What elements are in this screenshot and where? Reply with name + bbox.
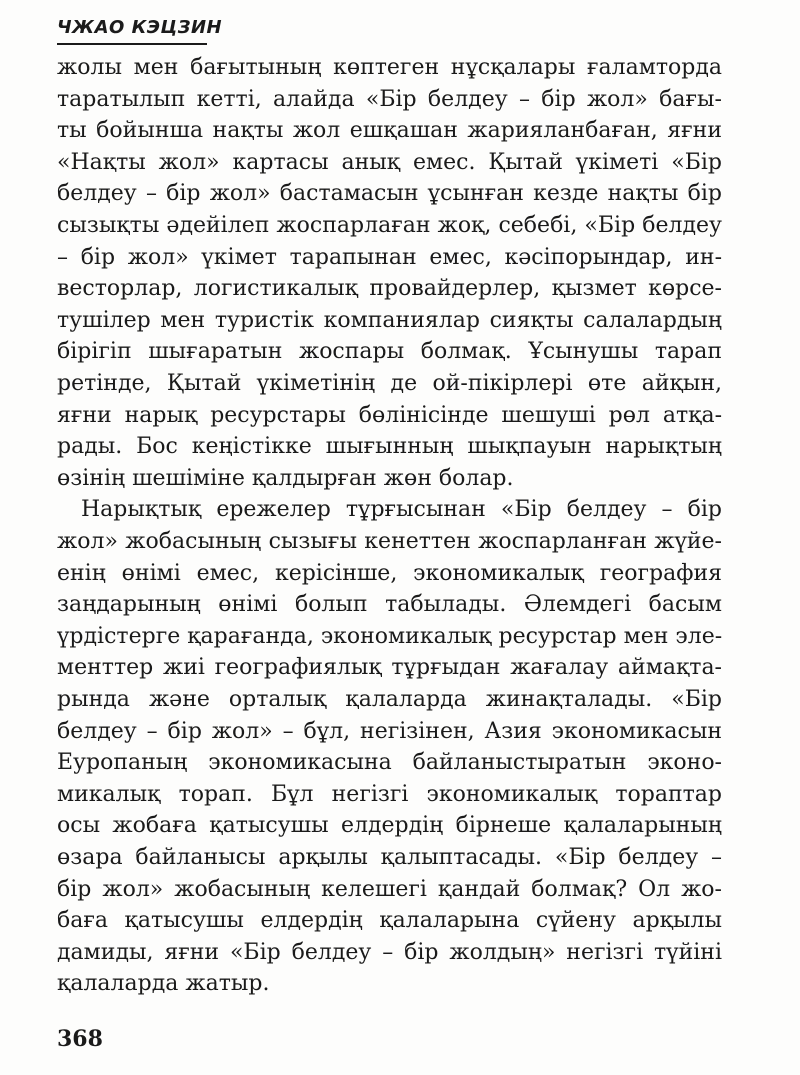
text-line: рында және орталық қалаларда жинақталады. «Бір	[57, 687, 722, 712]
text-line: өзара байланысы арқылы қалыптасады. «Бір белдеу –	[57, 845, 722, 870]
text-line: жолы мен бағытының көптеген нұсқалары ғаламторда	[57, 55, 722, 80]
text-line: белдеу – бір жол» – бұл, негізінен, Азия экономикасын	[57, 718, 722, 744]
text-line: Еуропаның экономикасына байланыстыратын эконо-	[57, 750, 722, 776]
text-line: дамиды, яғни «Бір белдеу – бір жолдың» негізгі түйіні	[57, 939, 722, 965]
text-line: өзінің шешіміне қалдырған жөн болар.	[57, 465, 514, 491]
text-line: рады. Бос кеңістікке шығынның шықпауын нарықтың	[57, 434, 722, 460]
text-line: қалаларда жатыр.	[57, 971, 270, 997]
text-line: осы жобаға қатысушы елдердің бірнеше қалаларының	[57, 813, 722, 839]
text-line: микалық торап. Бұл негізгі экономикалық тораптар	[57, 781, 722, 807]
text-line: сызықты әдейілеп жоспарлаған жоқ, себебі, «Бір белдеу	[57, 213, 722, 238]
text-line: жол» жобасының сызығы кенеттен жоспарланған жүйе-	[57, 529, 722, 554]
text-line: ретінде, Қытай үкіметінің де ой-пікірлері өте айқын,	[57, 371, 722, 396]
text-line: тушілер мен туристік компаниялар сияқты салалардың	[57, 307, 722, 333]
text-line: «Нақты жол» картасы анық емес. Қытай үкіметі «Бір	[57, 149, 722, 175]
text-line: бірігіп шығаратын жоспары болмақ. Ұсынушы тарап	[57, 339, 722, 365]
text-line: Нарықтық ережелер тұрғысынан «Бір белдеу – бір	[81, 497, 722, 523]
text-line: весторлар, логистикалық провайдерлер, қызмет көрсе-	[57, 276, 722, 302]
text-line: енің өнімі емес, керісінше, экономикалық география	[57, 560, 722, 586]
text-line: белдеу – бір жол» бастамасын ұсынған кезде нақты бір	[57, 181, 722, 207]
page-number: 368	[57, 1026, 103, 1052]
text-line: таратылып кетті, алайда «Бір белдеу – бір жол» бағы-	[57, 86, 722, 112]
text-line: менттер жиі географиялық тұрғыдан жағалау аймақта-	[57, 655, 722, 681]
text-line: үрдістерге қарағанда, экономикалық ресурстар мен эле-	[57, 623, 722, 649]
text-line: бір жол» жобасының келешегі қандай болмақ? Ол жо-	[57, 876, 722, 902]
text-line: яғни нарық ресурстары бөлінісінде шешуші рөл атқа-	[57, 402, 722, 428]
text-line: – бір жол» үкімет тарапынан емес, кәсіпорындар, ин-	[57, 244, 722, 270]
running-header: ЧЖАО КЭЦЗИН	[57, 16, 207, 45]
text-line: ты бойынша нақты жол ешқашан жарияланбаған, яғни	[57, 118, 722, 144]
text-line: баға қатысушы елдердің қалаларына сүйену арқылы	[57, 908, 722, 934]
text-line: заңдарының өнімі болып табылады. Әлемдегі басым	[57, 592, 722, 618]
